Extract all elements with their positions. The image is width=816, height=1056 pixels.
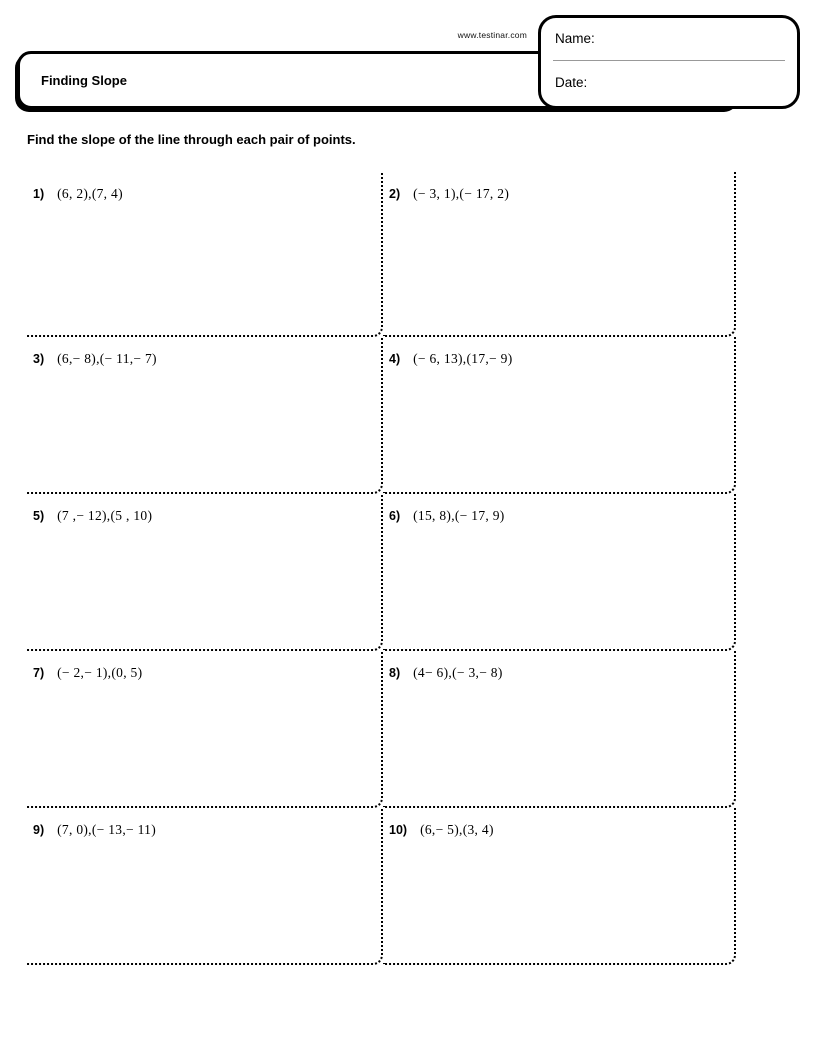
problem-number: 8) xyxy=(389,666,401,680)
problem-number: 7) xyxy=(33,666,45,680)
problem-cell-1 xyxy=(27,172,383,337)
problem-cell-7 xyxy=(27,651,383,808)
problem-points: (− 6, 13),(17,− 9) xyxy=(413,351,513,366)
problem-points: (4− 6),(− 3,− 8) xyxy=(413,665,503,680)
problem-cell-6 xyxy=(383,494,736,651)
problem-points: (− 2,− 1),(0, 5) xyxy=(57,665,143,680)
name-label: Name: xyxy=(555,31,595,46)
website-url: www.testinar.com xyxy=(457,30,527,40)
problem-number: 2) xyxy=(389,187,401,201)
problem-cell-10 xyxy=(383,808,736,965)
problem-cell-2 xyxy=(383,172,736,337)
problem-points: (6,− 5),(3, 4) xyxy=(420,822,494,837)
date-label: Date: xyxy=(555,75,588,90)
problem-cell-4 xyxy=(383,337,736,494)
name-date-box xyxy=(538,15,800,109)
problem-number: 1) xyxy=(33,187,45,201)
instruction-text: Find the slope of the line through each pair of points. xyxy=(27,132,356,147)
problem-cell-3 xyxy=(27,337,383,494)
problem-points: (7, 0),(− 13,− 11) xyxy=(57,822,156,837)
name-write-line xyxy=(553,60,785,61)
problem-points: (15, 8),(− 17, 9) xyxy=(413,508,505,523)
problem-number: 10) xyxy=(389,823,408,837)
problem-points: (6,− 8),(− 11,− 7) xyxy=(57,351,157,366)
problem-number: 5) xyxy=(33,509,45,523)
worksheet-title: Finding Slope xyxy=(41,72,127,88)
problem-points: (6, 2),(7, 4) xyxy=(57,186,123,201)
problem-cell-9 xyxy=(27,808,383,965)
problem-cell-5 xyxy=(27,494,383,651)
problem-number: 3) xyxy=(33,352,45,366)
problem-cell-8 xyxy=(383,651,736,808)
problem-number: 9) xyxy=(33,823,45,837)
problems-grid xyxy=(27,172,736,965)
problem-points: (− 3, 1),(− 17, 2) xyxy=(413,186,510,201)
problem-number: 4) xyxy=(389,352,401,366)
problem-number: 6) xyxy=(389,509,401,523)
problem-points: (7 ,− 12),(5 , 10) xyxy=(57,508,153,523)
